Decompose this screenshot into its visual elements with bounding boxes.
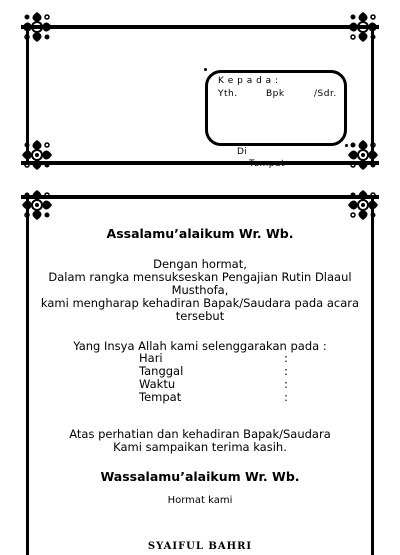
greeting-heading: Assalamu’alaikum Wr. Wb. [106,226,294,241]
schedule-colon: : [284,377,288,391]
schedule-label-hari: Hari [139,351,163,365]
regards-line: Hormat kami [167,495,233,506]
schedule-label-tempat: Tempat [139,390,182,404]
dot-marker [204,68,207,71]
bpk-label: Bpk [266,89,285,99]
frame-top-rule [21,25,379,29]
corner-ornament-icon [346,138,380,172]
corner-ornament-icon [20,188,54,222]
corner-ornament-icon [20,10,54,44]
para1-line: Musthofa, [171,283,229,297]
closing-line: Atas perhatian dan kehadiran Bapak/Saudara [69,427,331,441]
corner-ornament-icon [346,10,380,44]
frame-top-rule [21,195,379,199]
sdr-label: /Sdr. [314,89,337,99]
schedule-colon: : [284,351,288,365]
dot-marker [345,144,348,147]
to-label: K e p a d a : [218,76,279,86]
closing-line: Kami sampaikan terima kasih. [113,440,287,454]
schedule-label-waktu: Waktu [139,377,176,391]
schedule-colon: : [284,364,288,378]
schedule-label-tanggal: Tanggal [139,364,184,378]
signature-name: SYAIFUL BAHRI [147,541,253,552]
farewell-heading: Wassalamu’alaikum Wr. Wb. [100,469,300,484]
di-label: Di [237,147,248,157]
corner-ornament-icon [346,188,380,222]
para1-line: Dalam rangka mensukseskan Pengajian Rutin Dlaaul [48,270,352,284]
corner-ornament-icon [20,138,54,172]
tempat-label: Tempat [249,159,286,169]
opening-line: Dengan hormat, [153,257,247,271]
yth-label: Yth. [218,89,238,99]
schedule-colon: : [284,390,288,404]
frame-bottom-rule [21,161,379,165]
para1-line: kami mengharap kehadiran Bapak/Saudara pada acara [40,296,360,310]
schedule-intro: Yang Insya Allah kami selenggarakan pada : [73,339,327,353]
para1-line: tersebut [175,309,225,323]
